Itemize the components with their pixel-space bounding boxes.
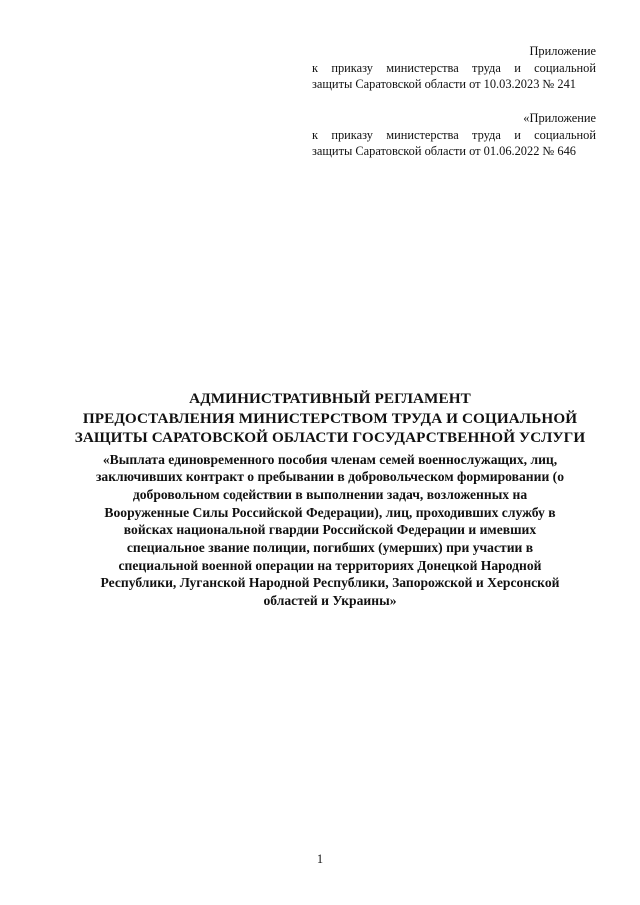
- service-name-line: Республики, Луганской Народной Республики, Запорожской и Херсонской: [100, 575, 560, 591]
- service-name-line: специальной военной операции на территориях Донецкой Народной: [118, 557, 542, 573]
- appendix-label: Приложение: [529, 44, 596, 58]
- appendix-order-ref: к приказу министерства труда и социальной: [312, 60, 596, 75]
- service-name-line: специальное звание полиции, погибших (умерших) при участии в: [126, 540, 534, 556]
- title-line: АДМИНИСТРАТИВНЫЙ РЕГЛАМЕНТ: [189, 390, 471, 407]
- service-name-line: добровольном содействии в выполнении задач, возложенных на: [132, 486, 528, 502]
- service-name-line: заключивших контракт о пребывании в добровольческом формировании (о: [95, 469, 565, 485]
- appendix-order-date: защиты Саратовской области от 01.06.2022 № 646: [312, 144, 577, 159]
- appendix-order-ref: к приказу министерства труда и социальной: [312, 127, 596, 142]
- regulation-title-block: [40, 389, 620, 610]
- appendix-label: «Приложение: [523, 111, 596, 125]
- title-line: ПРЕДОСТАВЛЕНИЯ МИНИСТЕРСТВОМ ТРУДА И СОЦИАЛЬНОЙ: [82, 409, 578, 427]
- appendix-previous-order: [312, 110, 596, 160]
- service-name-line: «Выплата единовременного пособия членам семей военнослужащих, лиц,: [102, 451, 558, 467]
- title-line: ЗАЩИТЫ САРАТОВСКОЙ ОБЛАСТИ ГОСУДАРСТВЕННОЙ УСЛУГИ: [74, 429, 586, 446]
- service-name-line: войсках национальной гвардии Российской Федерации и имевших: [123, 522, 537, 538]
- service-name-line: Вооруженные Силы Российской Федерации), лиц, проходивших службу в: [104, 504, 556, 520]
- service-name-line: областей и Украины»: [263, 593, 397, 609]
- page-number: 1: [316, 852, 324, 866]
- appendix-current-order: [312, 43, 596, 93]
- appendix-order-date: защиты Саратовской области от 10.03.2023 № 241: [312, 77, 577, 92]
